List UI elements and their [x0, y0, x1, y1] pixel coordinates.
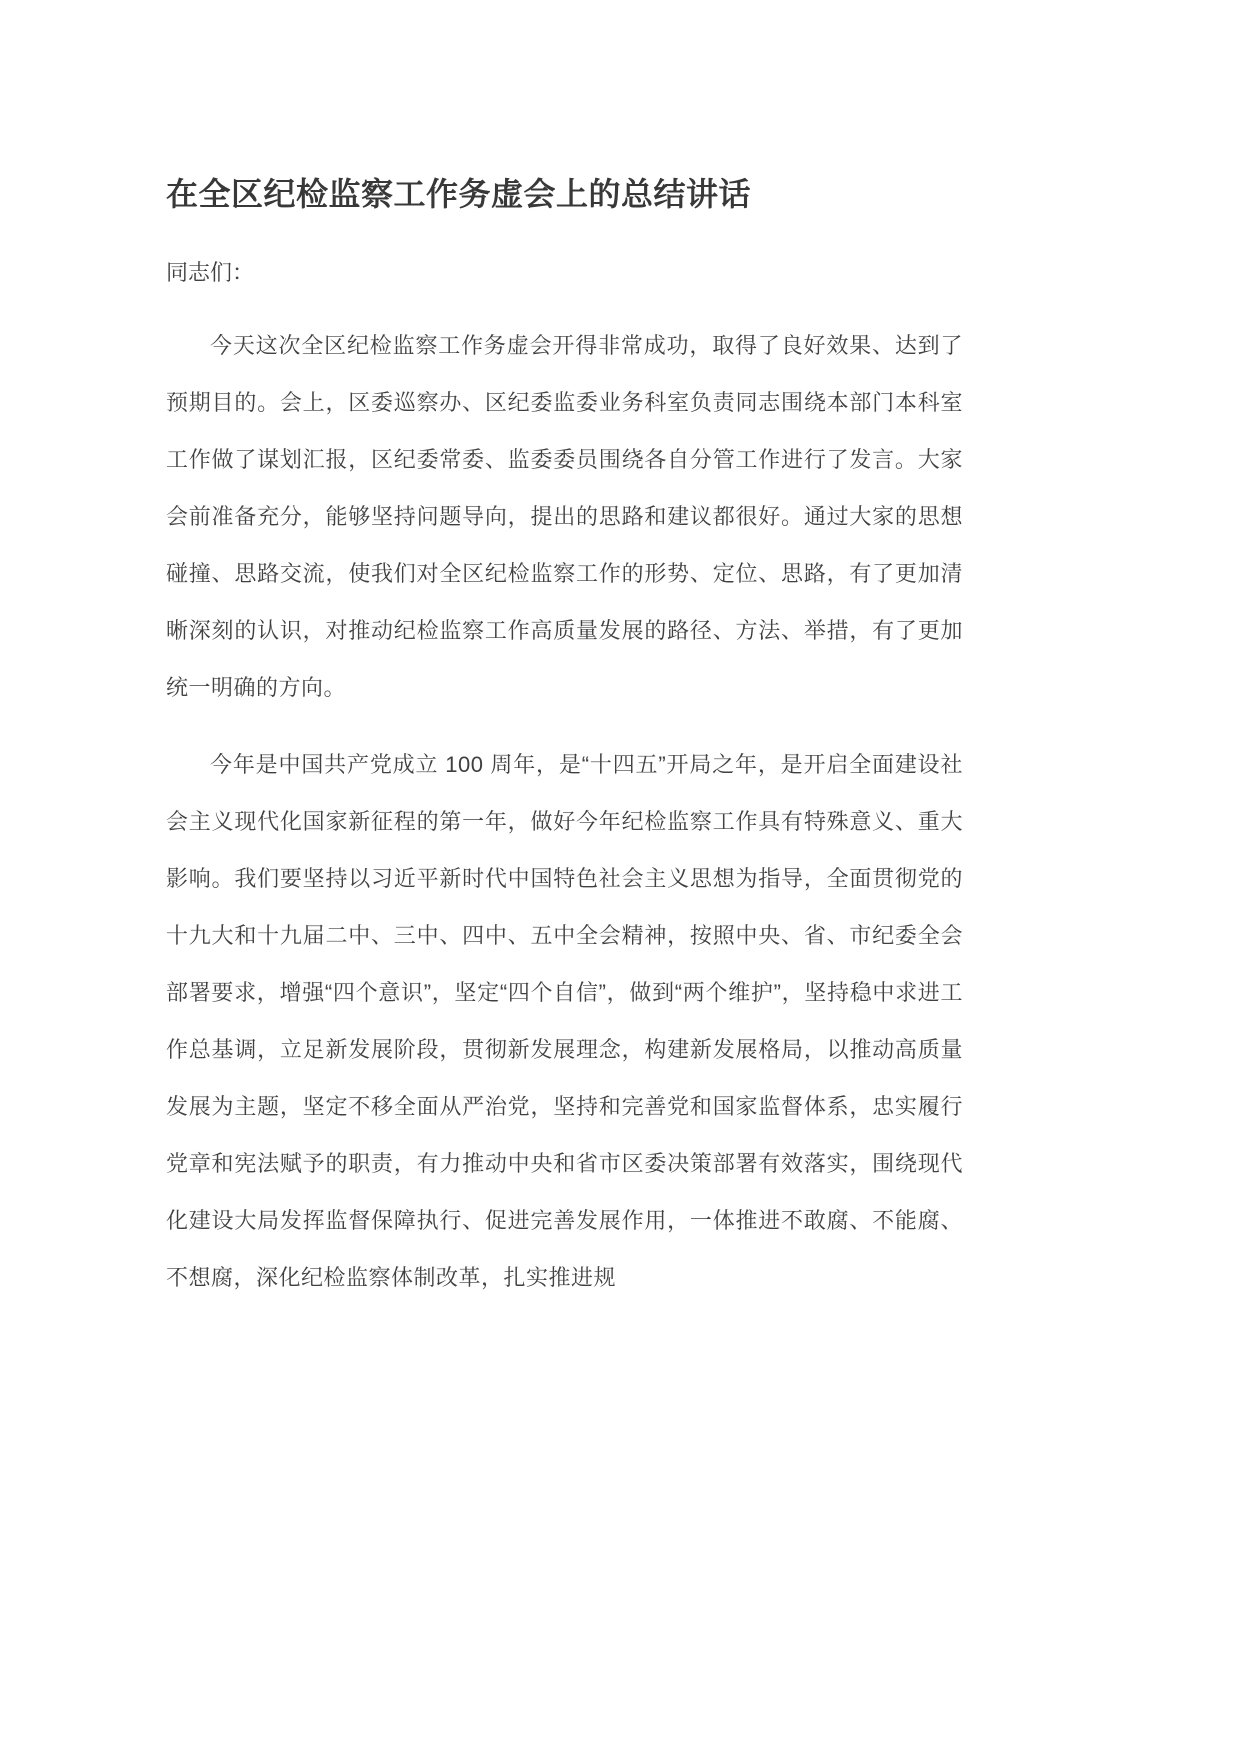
- paragraph-2: 今年是中国共产党成立 100 周年，是“十四五”开局之年，是开启全面建设社会主义现代化国家新征程的第一年，做好今年纪检监察工作具有特殊意义、重大影响。我们要坚持以习近平新时代中国特色社会主义思想为指导，全面贯彻党的十九大和十九届二中、三中、四中、五中全会精神，按照中央、省、市纪委全会部署要求，增强“四个意识”，坚定“四个自信”，做到“两个维护”，坚持稳中求进工作总基调，立足新发展阶段，贯彻新发展理念，构建新发展格局，以推动高质量发展为主题，坚定不移全面从严治党，坚持和完善党和国家监督体系，忠实履行党章和宪法赋予的职责，有力推动中央和省市区委决策部署有效落实，围绕现代化建设大局发挥监督保障执行、促进完善发展作用，一体推进不敢腐、不能腐、不想腐，深化纪检监察体制改革，扎实推进规: [166, 752, 963, 1290]
- document-title: 在全区纪检监察工作务虚会上的总结讲话: [166, 176, 752, 212]
- paragraph-1: 今天这次全区纪检监察工作务虚会开得非常成功，取得了良好效果、达到了预期目的。会上，区委巡察办、区纪委监委业务科室负责同志围绕本部门本科室工作做了谋划汇报，区纪委常委、监委委员围绕各自分管工作进行了发言。大家会前准备充分，能够坚持问题导向，提出的思路和建议都很好。通过大家的思想碰撞、思路交流，使我们对全区纪检监察工作的形势、定位、思路，有了更加清晰深刻的认识，对推动纪检监察工作高质量发展的路径、方法、举措，有了更加统一明确的方向。: [166, 333, 963, 700]
- salutation-line: 同志们：: [166, 260, 255, 285]
